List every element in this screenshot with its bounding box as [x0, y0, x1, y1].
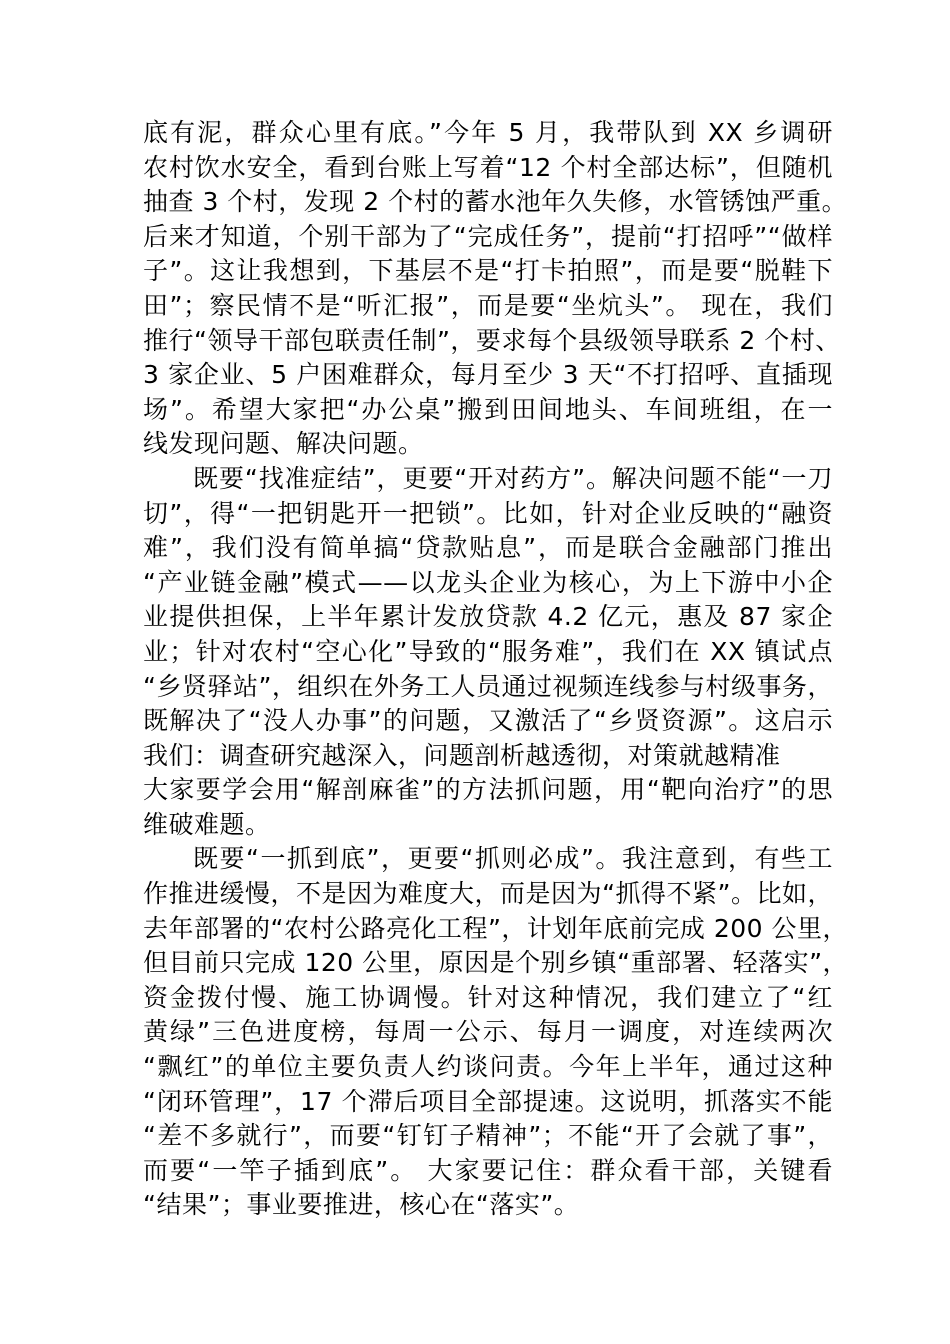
- text-line: 而要“一竿子插到底”。 大家要记住：群众看干部，关键看: [143, 1155, 833, 1185]
- text-line: 切”，得“一把钥匙开一把锁”。比如，针对企业反映的“融资: [143, 498, 833, 528]
- text-line: 我们：调查研究越深入，问题剖析越透彻，对策就越精准: [143, 740, 781, 770]
- text-line: 作推进缓慢，不是因为难度大，而是因为“抓得不紧”。比如，: [143, 879, 833, 909]
- text-line: 农村饮水安全，看到台账上写着“12 个村全部达标”，但随机: [143, 152, 833, 182]
- text-line: “产业链金融”模式——以龙头企业为核心，为上下游中小企: [143, 567, 833, 597]
- text-line: 业提供担保，上半年累计发放贷款 4.2 亿元，惠及 87 家企: [143, 602, 833, 632]
- text-line: “差不多就行”，而要“钉钉子精神”；不能“开了会就了事”，: [143, 1121, 833, 1151]
- text-line: 维破难题。: [143, 809, 271, 839]
- text-line: 业；针对农村“空心化”导致的“服务难”，我们在 XX 镇试点: [143, 636, 833, 666]
- text-line: “闭环管理”，17 个滞后项目全部提速。这说明，抓落实不能: [143, 1086, 833, 1116]
- text-line: “乡贤驿站”，组织在外务工人员通过视频连线参与村级事务，: [143, 671, 833, 701]
- text-line: 推行“领导干部包联责任制”，要求每个县级领导联系 2 个村、: [143, 325, 841, 355]
- text-line: 底有泥，群众心里有底。”今年 5 月，我带队到 XX 乡调研: [143, 118, 833, 147]
- text-line: “飘红”的单位主要负责人约谈问责。今年上半年，通过这种: [143, 1052, 833, 1082]
- text-line: 既要“找准症结”，更要“开对药方”。解决问题不能“一刀: [193, 463, 833, 493]
- text-line: 田”；察民情不是“听汇报”，而是要“坐炕头”。 现在，我们: [143, 290, 833, 320]
- text-line: 子”。这让我想到，下基层不是“打卡拍照”，而是要“脱鞋下: [143, 256, 833, 286]
- text-line: 黄绿”三色进度榜，每周一公示、每月一调度，对连续两次: [143, 1017, 833, 1047]
- text-line: 后来才知道，个别干部为了“完成任务”，提前“打招呼”“做样: [143, 221, 833, 251]
- text-line: 去年部署的“农村公路亮化工程”，计划年底前完成 200 公里，: [143, 913, 849, 943]
- text-line: 既要“一抓到底”，更要“抓则必成”。我注意到，有些工: [193, 844, 833, 874]
- text-line: 但目前只完成 120 公里，原因是个别乡镇“重部署、轻落实”，: [143, 948, 849, 978]
- text-line: 资金拨付慢、施工协调慢。针对这种情况，我们建立了“红: [143, 982, 833, 1012]
- text-line: 3 家企业、5 户困难群众，每月至少 3 天“不打招呼、直插现: [143, 360, 833, 390]
- text-line: 既解决了“没人办事”的问题，又激活了“乡贤资源”。这启示: [143, 706, 833, 736]
- text-line: 难”，我们没有简单搞“贷款贴息”，而是联合金融部门推出: [143, 533, 833, 563]
- paragraph-2: [143, 462, 833, 843]
- paragraph-3: [143, 842, 849, 1223]
- text-line: “结果”；事业要推进，核心在“落实”。: [143, 1190, 580, 1220]
- text-line: 大家要学会用“解剖麻雀”的方法抓问题，用“靶向治疗”的思: [143, 775, 833, 805]
- text-line: 线发现问题、解决问题。: [143, 429, 424, 459]
- text-line: 场”。希望大家把“办公桌”搬到田间地头、车间班组，在一: [143, 394, 833, 424]
- paragraph-1: [143, 116, 848, 462]
- text-line: 抽查 3 个村，发现 2 个村的蓄水池年久失修，水管锈蚀严重。: [143, 187, 848, 217]
- document-body: [143, 116, 849, 1223]
